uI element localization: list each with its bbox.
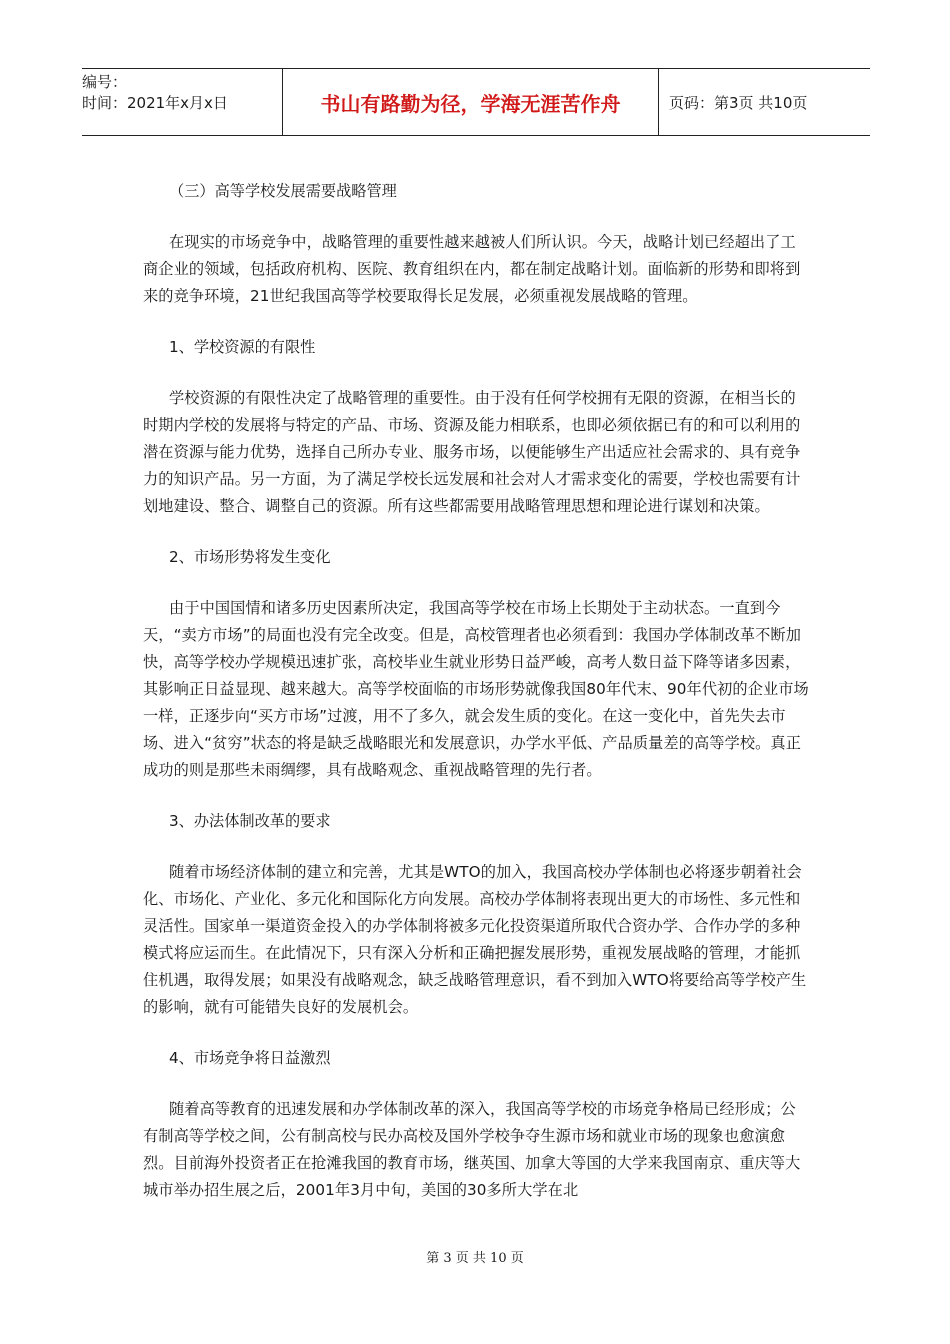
- section-heading-1: 1、学校资源的有限性: [169, 338, 316, 356]
- document-body: [143, 178, 811, 1204]
- section-heading-4: 4、市场竞争将日益激烈: [169, 1049, 331, 1067]
- section-title: （三）高等学校发展需要战略管理: [169, 182, 397, 200]
- page-footer: 第 3 页 共 10 页: [426, 1251, 524, 1266]
- number-label: 编号：: [82, 73, 128, 91]
- section-body-3: 随着市场经济体制的建立和完善，尤其是WTO的加入，我国高校办学体制也必将逐步朝着社会化、市场化、产业化、多元化和国际化方向发展。高校办学体制将表现出更大的市场性、多元性和灵活性。国家单一渠道资金投入的办学体制将被多元化投资渠道所取代合资办学、合作办学的多种模式将应运而生。在此情况下，只有深入分析和正确把握发展形势，重视发展战略的管理，才能抓住机遇，取得发展；如果没有战略观念，缺乏战略管理意识，看不到加入WTO将要给高等学校产生的影响，就有可能错失良好的发展机会。: [143, 863, 807, 1016]
- intro-paragraph: 在现实的市场竞争中，战略管理的重要性越来越被人们所认识。今天，战略计划已经超出了工商企业的领域，包括政府机构、医院、教育组织在内，都在制定战略计划。面临新的形势和即将到来的竞争环境，21世纪我国高等学校要取得长足发展，必须重视发展战略的管理。: [143, 233, 801, 305]
- header-motto: 书山有路勤为径，学海无涯苦作舟: [283, 69, 659, 135]
- section-heading-2: 2、市场形势将发生变化: [169, 548, 331, 566]
- time-label: 时间：2021年x月x日: [82, 94, 228, 112]
- section-body-2: 由于中国国情和诸多历史因素所决定，我国高等学校在市场上长期处于主动状态。一直到今天，“卖方市场”的局面也没有完全改变。但是，高校管理者也必须看到：我国办学体制改革不断加快，高等学校办学规模迅速扩张，高校毕业生就业形势日益严峻，高考人数日益下降等诸多因素，其影响正日益显现、越来越大。高等学校面临的市场形势就像我国80年代末、90年代初的企业市场一样，正逐步向“买方市场”过渡，用不了多久，就会发生质的变化。在这一变化中，首先失去市场、进入“贫穷”状态的将是缺乏战略眼光和发展意识，办学水平低、产品质量差的高等学校。真正成功的则是那些未雨绸缪，具有战略观念、重视战略管理的先行者。: [143, 599, 809, 779]
- page-header: [82, 68, 870, 136]
- section-body-4: 随着高等教育的迅速发展和办学体制改革的深入，我国高等学校的市场竞争格局已经形成；公有制高等学校之间，公有制高校与民办高校及国外学校争夺生源市场和就业市场的现象也愈演愈烈。目前海外投资者正在抢滩我国的教育市场，继英国、加拿大等国的大学来我国南京、重庆等大城市举办招生展之后，2001年3月中旬，美国的30多所大学在北: [143, 1100, 801, 1199]
- header-meta: [82, 69, 283, 135]
- section-heading-3: 3、办法体制改革的要求: [169, 812, 331, 830]
- section-body-1: 学校资源的有限性决定了战略管理的重要性。由于没有任何学校拥有无限的资源，在相当长的时期内学校的发展将与特定的产品、市场、资源及能力相联系，也即必须依据已有的和可以利用的潜在资源与能力优势，选择自己所办专业、服务市场，以便能够生产出适应社会需求的、具有竞争力的知识产品。另一方面，为了满足学校长远发展和社会对人才需求变化的需要，学校也需要有计划地建设、整合、调整自己的资源。所有这些都需要用战略管理思想和理论进行谋划和决策。: [143, 389, 801, 515]
- header-page-info: 页码：第3页 共10页: [669, 93, 808, 112]
